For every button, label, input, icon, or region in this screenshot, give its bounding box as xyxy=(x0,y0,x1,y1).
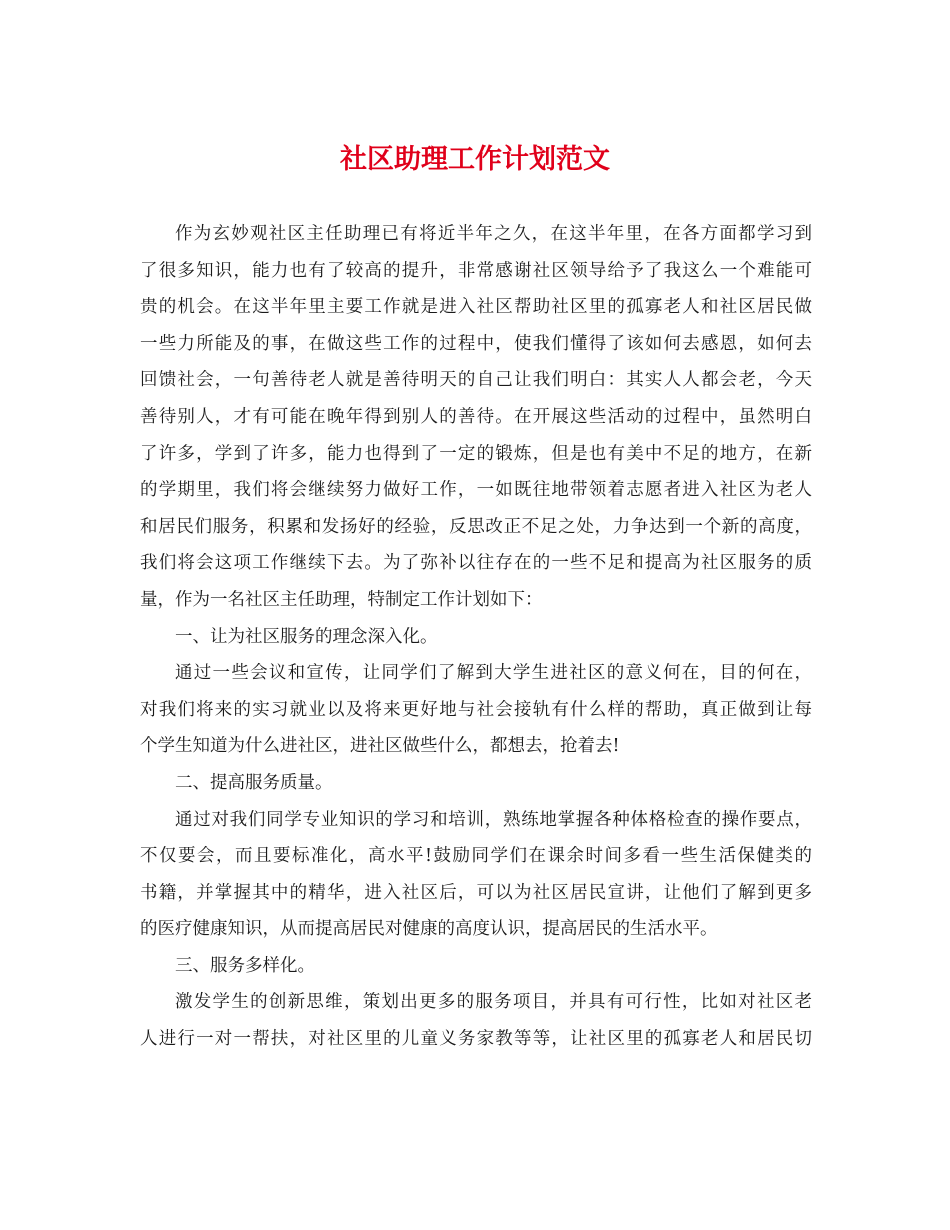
body-line: 贵的机会。在这半年里主要工作就是进入社区帮助社区里的孤寡老人和社区居民做 xyxy=(140,297,812,318)
body-line: 通过对我们同学专业知识的学习和培训，熟练地掌握各种体格检查的操作要点， xyxy=(175,809,812,830)
body-line: 了很多知识，能力也有了较高的提升，非常感谢社区领导给予了我这么一个难能可 xyxy=(140,260,812,281)
body-line: 一些力所能及的事，在做这些工作的过程中，使我们懂得了该如何去感恩，如何去 xyxy=(140,333,812,354)
document-title: 社区助理工作计划范文 xyxy=(340,144,610,175)
body-line: 激发学生的创新思维，策划出更多的服务项目，并具有可行性，比如对社区老 xyxy=(175,992,812,1013)
body-line: 回馈社会，一句善待老人就是善待明天的自己让我们明白：其实人人都会老，今天 xyxy=(140,370,812,391)
body-line: 善待别人，才有可能在晚年得到别人的善待。在开展这些活动的过程中，虽然明白 xyxy=(140,406,812,427)
body-line: 通过一些会议和宣传，让同学们了解到大学生进社区的意义何在，目的何在， xyxy=(175,663,812,684)
body-line: 的学期里，我们将会继续努力做好工作，一如既往地带领着志愿者进入社区为老人 xyxy=(140,480,812,501)
section-heading: 三、服务多样化。 xyxy=(175,955,315,976)
body-line: 作为玄妙观社区主任助理已有将近半年之久，在这半年里，在各方面都学习到 xyxy=(175,224,812,244)
body-line: 的医疗健康知识，从而提高居民对健康的高度认识，提高居民的生活水平。 xyxy=(140,919,718,940)
section-heading: 二、提高服务质量。 xyxy=(175,772,333,793)
body-line: 书籍，并掌握其中的精华，进入社区后，可以为社区居民宣讲，让他们了解到更多 xyxy=(140,882,812,903)
body-line: 了许多，学到了许多，能力也得到了一定的锻炼，但是也有美中不足的地方，在新 xyxy=(140,443,812,464)
section-heading: 一、让为社区服务的理念深入化。 xyxy=(175,626,438,647)
document-body xyxy=(140,216,812,1058)
body-line: 人进行一对一帮扶，对社区里的儿童义务家教等等，让社区里的孤寡老人和居民切 xyxy=(140,1029,812,1050)
body-line: 量，作为一名社区主任助理，特制定工作计划如下： xyxy=(140,589,543,610)
body-line: 对我们将来的实习就业以及将来更好地与社会接轨有什么样的帮助，真正做到让每 xyxy=(140,699,812,720)
body-line: 我们将会这项工作继续下去。为了弥补以往存在的一些不足和提高为社区服务的质 xyxy=(140,553,812,574)
body-line: 和居民们服务，积累和发扬好的经验，反思改正不足之处，力争达到一个新的高度， xyxy=(140,516,812,537)
body-line: 个学生知道为什么进社区，进社区做些什么，都想去，抢着去! xyxy=(140,736,620,757)
body-line: 不仅要会，而且要标准化，高水平!鼓励同学们在课余时间多看一些生活保健类的 xyxy=(140,846,812,867)
